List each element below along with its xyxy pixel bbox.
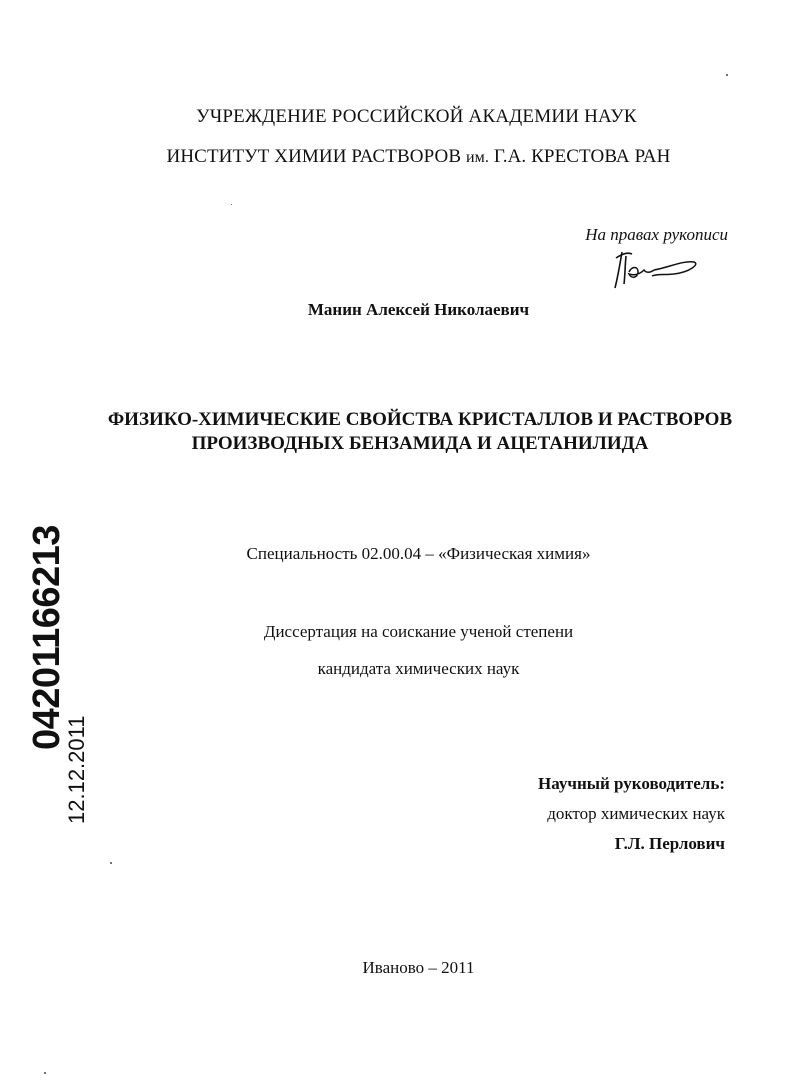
manuscript-rights-note: На правах рукописи <box>585 225 728 244</box>
institution-abbrev: им. <box>465 149 489 166</box>
supervisor-degree: доктор химических наук <box>547 804 725 823</box>
scan-speck <box>231 204 232 205</box>
institution-name: ИНСТИТУТ ХИМИИ РАСТВОРОВ <box>166 146 462 167</box>
library-stamp-number: 04201166213 <box>26 525 68 750</box>
institution-line-2 <box>22 146 793 168</box>
dissertation-degree-line-1: Диссертация на соискание ученой степени <box>263 622 574 641</box>
supervisor-heading: Научный руководитель: <box>538 774 725 793</box>
institution-line-1: УЧРЕЖДЕНИЕ РОССИЙСКОЙ АКАДЕМИИ НАУК <box>196 106 637 127</box>
place-and-year: Иваново – 2011 <box>362 958 475 977</box>
handwritten-signature <box>612 246 698 292</box>
institution-namesake: Г.А. КРЕСТОВА РАН <box>493 146 671 167</box>
title-line-1: ФИЗИКО-ХИМИЧЕСКИЕ СВОЙСТВА КРИСТАЛЛОВ И РАСТВОРОВ <box>107 409 733 430</box>
author-name: Манин Алексей Николаевич <box>307 300 530 319</box>
scan-speck <box>110 862 112 864</box>
dissertation-title <box>60 408 780 456</box>
supervisor-name: Г.Л. Перлович <box>614 834 725 853</box>
scan-speck <box>44 1072 46 1074</box>
dissertation-degree-line-2: кандидата химических наук <box>317 659 520 678</box>
scan-speck <box>726 74 728 76</box>
specialty: Специальность 02.00.04 – «Физическая химия» <box>246 544 591 563</box>
library-stamp-date: 12.12.2011 <box>64 715 89 824</box>
title-line-2: ПРОИЗВОДНЫХ БЕНЗАМИДА И АЦЕТАНИЛИДА <box>191 433 649 454</box>
